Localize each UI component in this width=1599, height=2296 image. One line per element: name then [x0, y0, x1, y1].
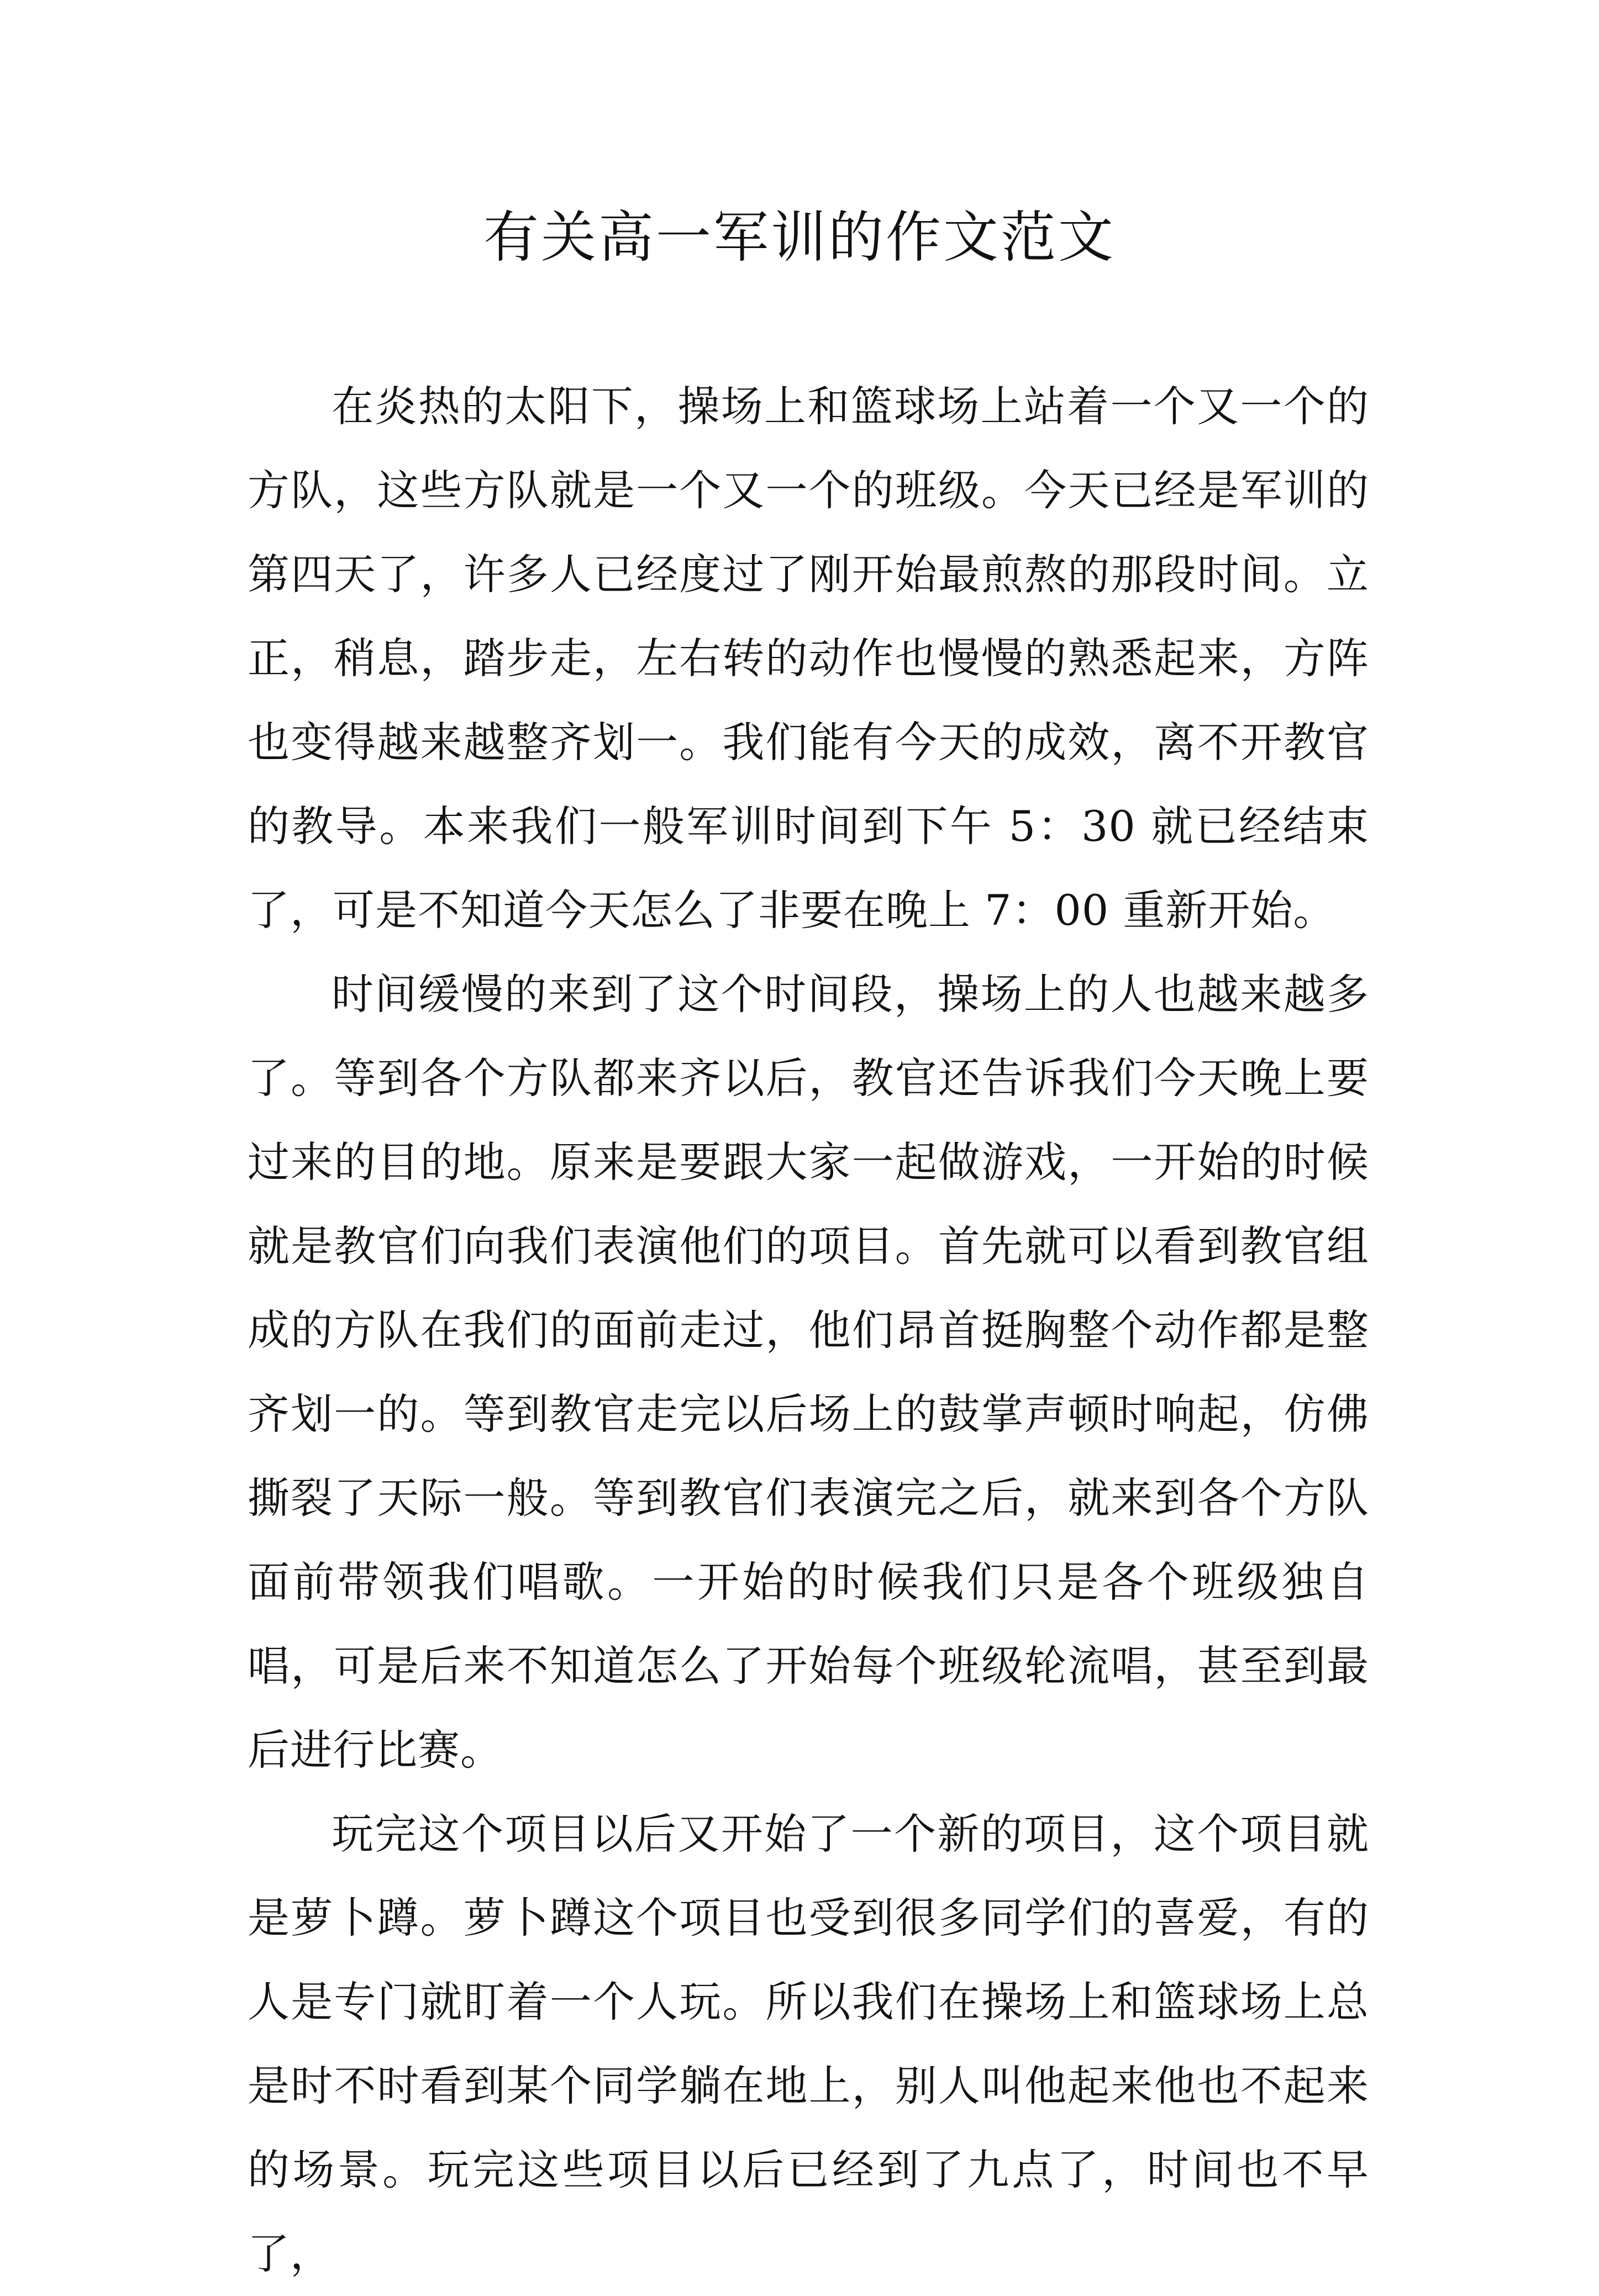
paragraph-1: 在炎热的太阳下，操场上和篮球场上站着一个又一个的方队，这些方队就是一个又一个的班级。今天已经是军训的第四天了，许多人已经度过了刚开始最煎熬的那段时间。立正，稍息，踏步走，左右转的动作也慢慢的熟悉起来，方阵也变得越来越整齐划一。我们能有今天的成效，离不开教官的教导。本来我们一般军训时间到下午 5：30 就已经结束了，可是不知道今天怎么了非要在晚上 7：00 重新开始。 — [248, 382, 1369, 935]
document-body — [248, 365, 1369, 2296]
paragraph-2: 时间缓慢的来到了这个时间段，操场上的人也越来越多了。等到各个方队都来齐以后，教官还告诉我们今天晚上要过来的目的地。原来是要跟大家一起做游戏，一开始的时候就是教官们向我们表演他们的项目。首先就可以看到教官组成的方队在我们的面前走过，他们昂首挺胸整个动作都是整齐划一的。等到教官走完以后场上的鼓掌声顿时响起，仿佛撕裂了天际一般。等到教官们表演完之后，就来到各个方队面前带领我们唱歌。一开始的时候我们只是各个班级独自唱，可是后来不知道怎么了开始每个班级轮流唱，甚至到最后进行比赛。 — [248, 970, 1369, 1774]
paragraph-3: 玩完这个项目以后又开始了一个新的项目，这个项目就是萝卜蹲。萝卜蹲这个项目也受到很多同学们的喜爱，有的人是专门就盯着一个人玩。所以我们在操场上和篮球场上总是时不时看到某个同学躺在地上，别人叫他起来他也不起来的场景。玩完这些项目以后已经到了九点了，时间也不早了， — [248, 1809, 1369, 2278]
document-title: 有关高一军训的作文范文 — [483, 205, 1116, 270]
